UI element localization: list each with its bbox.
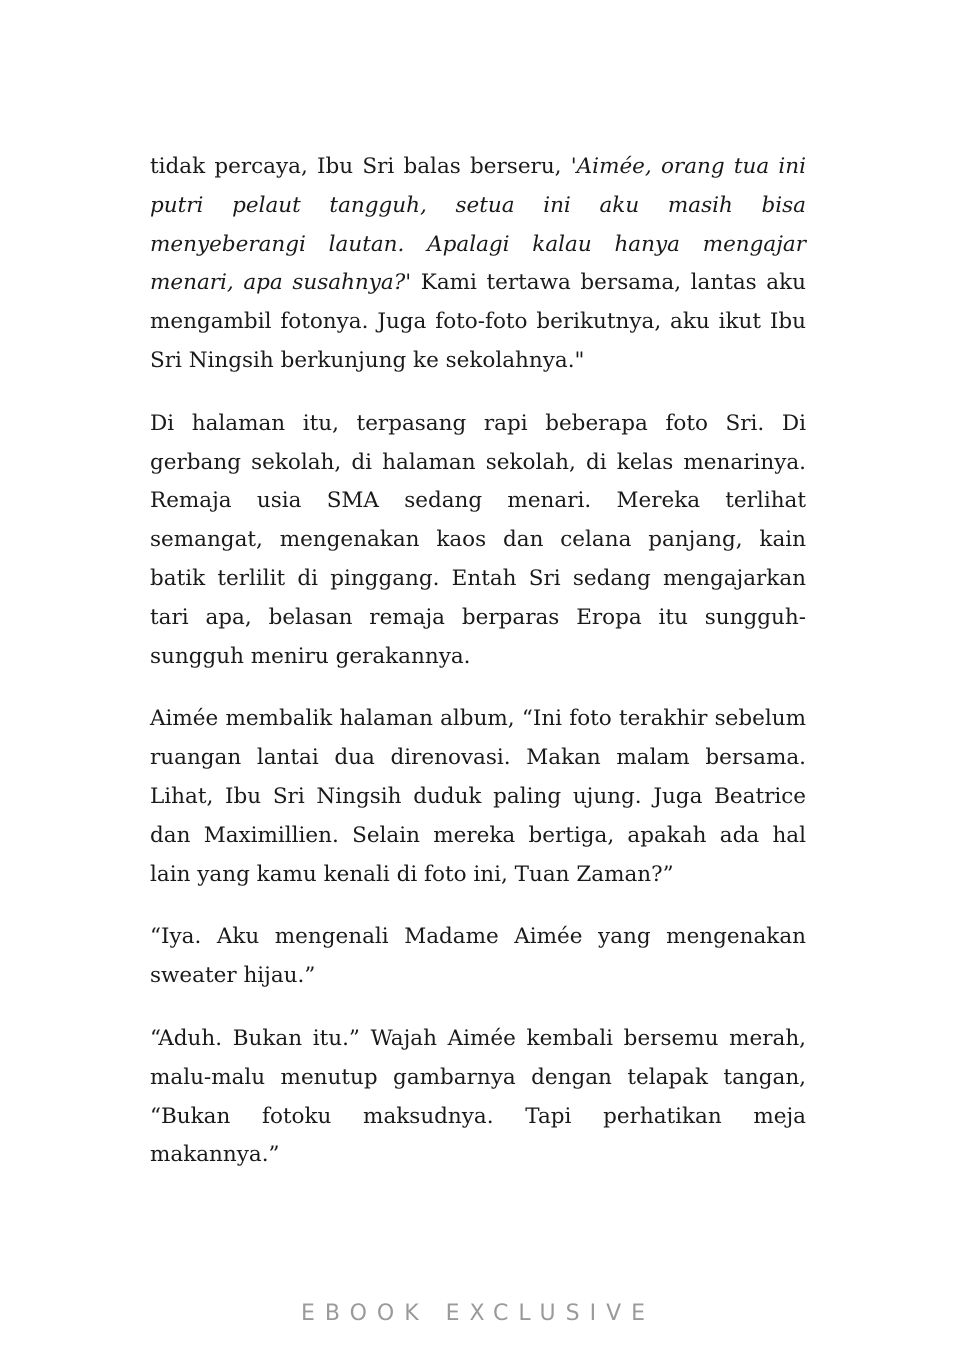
paragraph-4: “Iya. Aku mengenali Madame Aimée yang mengenakan sweater hijau.” (150, 924, 806, 989)
paragraph-1-text-after: Kami tertawa bersama, lantas aku mengambil fotonya. Juga foto-foto berikutnya, aku ikut Ibu Sri Ningsih berkunjung ke sekolahnya." (150, 270, 806, 373)
page-body (150, 148, 806, 1199)
paragraph-5: “Aduh. Bukan itu.” Wajah Aimée kembali bersemu merah, malu-malu menutup gambarnya dengan telapak tangan, “Bukan fotoku maksudnya. Tapi perhatikan meja makannya.” (150, 1025, 806, 1168)
paragraph-3: Aimée membalik halaman album, “Ini foto terakhir sebelum ruangan lantai dua direnovasi. Makan malam bersama. Lihat, Ibu Sri Ningsih duduk paling ujung. Juga Beatrice dan Maximillien. Selain mereka bertiga, apakah ada hal lain yang kamu kenali di foto ini, Tuan Zaman?” (150, 706, 806, 887)
paragraph-1 (150, 148, 806, 381)
paragraph-1-italic-quote: 'Aimée, orang tua ini putri pelaut tangguh, setua ini aku masih bisa menyeberangi lautan. Apalagi kalau hanya mengajar menari, apa susahnya?' (150, 154, 806, 296)
footer-label: EBOOK EXCLUSIVE (300, 1301, 656, 1326)
paragraph-2: Di halaman itu, terpasang rapi beberapa foto Sri. Di gerbang sekolah, di halaman sekolah, di kelas menarinya. Remaja usia SMA sedang menari. Mereka terlihat semangat, mengenakan kaos dan celana panjang, kain batik terlilit di pinggang. Entah Sri sedang mengajarkan tari apa, belasan remaja berparas Eropa itu sungguh-sungguh meniru gerakannya. (150, 410, 806, 669)
paragraph-1-text-before: tidak percaya, Ibu Sri balas berseru, (150, 154, 571, 179)
